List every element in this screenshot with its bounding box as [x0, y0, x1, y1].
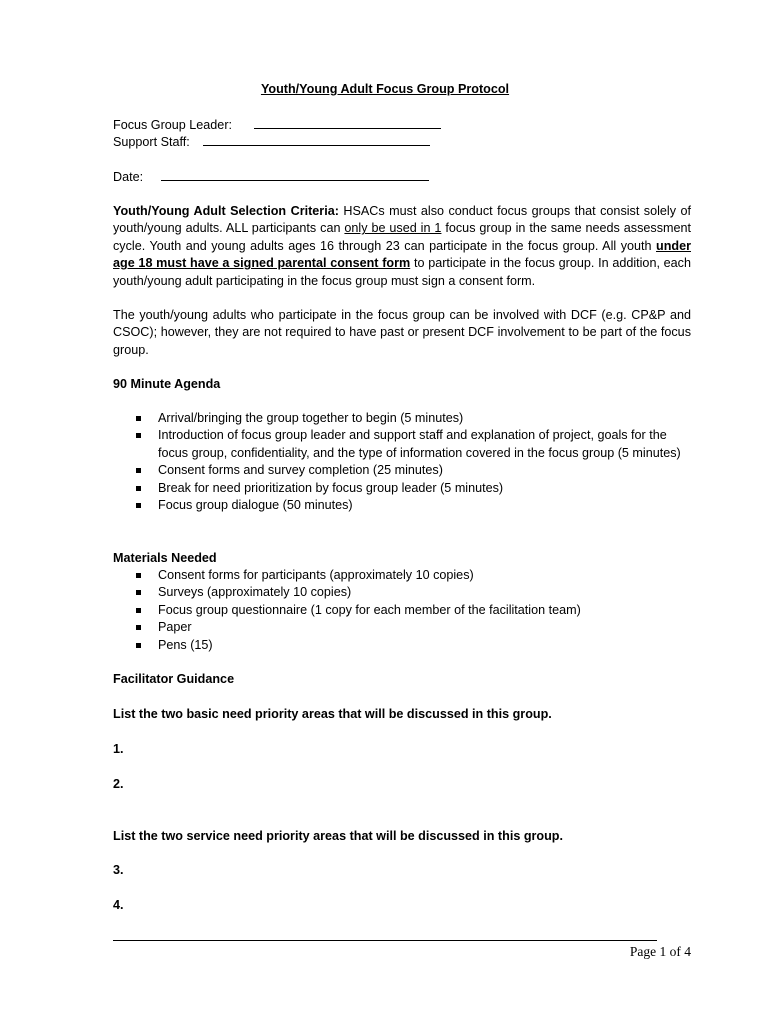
agenda-item: Consent forms and survey completion (25 minutes) — [113, 462, 691, 479]
service-need-item-3: 3. — [113, 863, 124, 877]
bullet-icon — [136, 433, 141, 438]
selection-criteria-paragraph — [113, 203, 691, 290]
bullet-icon — [136, 608, 141, 613]
leader-field — [113, 116, 441, 134]
criteria-text-2: focus group in the same needs assessment cycle. Youth and young adults ages 16 through 23 can participate in the focus group. All youth — [113, 221, 691, 253]
materials-heading: Materials Needed — [113, 551, 217, 565]
bullet-icon — [136, 468, 141, 473]
page-number: Page 1 of 4 — [629, 944, 691, 959]
criteria-text-3: to participate in the focus group. In addition, each youth/young adult participating in the focus group must sign a consent form. — [113, 256, 691, 288]
document-title: Youth/Young Adult Focus Group Protocol — [260, 82, 510, 96]
service-need-prompt: List the two service need priority areas that will be discussed in this group. — [113, 829, 563, 843]
agenda-heading: 90 Minute Agenda — [113, 377, 221, 391]
criteria-consent-requirement: under age 18 must have a signed parental consent form — [113, 238, 691, 271]
leader-label: Focus Group Leader: — [113, 118, 233, 132]
materials-item: Focus group questionnaire (1 copy for each member of the facilitation team) — [113, 602, 691, 619]
bullet-icon — [136, 416, 141, 421]
materials-item: Pens (15) — [113, 637, 691, 654]
agenda-list — [113, 410, 691, 514]
date-blank[interactable] — [161, 168, 429, 181]
support-blank[interactable] — [203, 133, 430, 146]
support-field — [113, 133, 430, 151]
service-need-item-4: 4. — [113, 898, 124, 912]
footer-divider — [113, 940, 657, 941]
bullet-icon — [136, 486, 141, 491]
criteria-underlined-1: only be used in 1 — [344, 221, 442, 236]
agenda-item: Break for need prioritization by focus group leader (5 minutes) — [113, 480, 691, 497]
bullet-icon — [136, 643, 141, 648]
materials-item: Surveys (approximately 10 copies) — [113, 584, 691, 601]
leader-blank[interactable] — [254, 116, 441, 129]
date-field — [113, 168, 429, 186]
bullet-icon — [136, 625, 141, 630]
basic-need-item-2: 2. — [113, 777, 124, 791]
bullet-icon — [136, 573, 141, 578]
support-label: Support Staff: — [113, 135, 190, 149]
materials-item: Consent forms for participants (approximately 10 copies) — [113, 567, 691, 584]
agenda-item: Introduction of focus group leader and support staff and explanation of project, goals for the focus group, confidentiality, and the type of information covered in the focus group (5 minutes) — [113, 427, 691, 462]
basic-need-prompt: List the two basic need priority areas that will be discussed in this group. — [113, 707, 552, 721]
agenda-item: Focus group dialogue (50 minutes) — [113, 497, 691, 514]
agenda-item: Arrival/bringing the group together to begin (5 minutes) — [113, 410, 691, 427]
materials-item: Paper — [113, 619, 691, 636]
criteria-heading: Youth/Young Adult Selection Criteria: — [113, 204, 339, 218]
guidance-heading: Facilitator Guidance — [113, 672, 235, 686]
basic-need-item-1: 1. — [113, 742, 124, 756]
criteria-text-1: HSACs must also conduct focus groups that consist solely of youth/young adults. ALL participants can — [113, 204, 691, 236]
bullet-icon — [136, 503, 141, 508]
dcf-paragraph: The youth/young adults who participate in the focus group can be involved with DCF (e.g. CP&P and CSOC); however, they are not required to have past or present DCF involvement to be part of the focus group. — [113, 308, 691, 357]
date-label: Date: — [113, 170, 144, 184]
bullet-icon — [136, 590, 141, 595]
materials-list — [113, 567, 691, 654]
